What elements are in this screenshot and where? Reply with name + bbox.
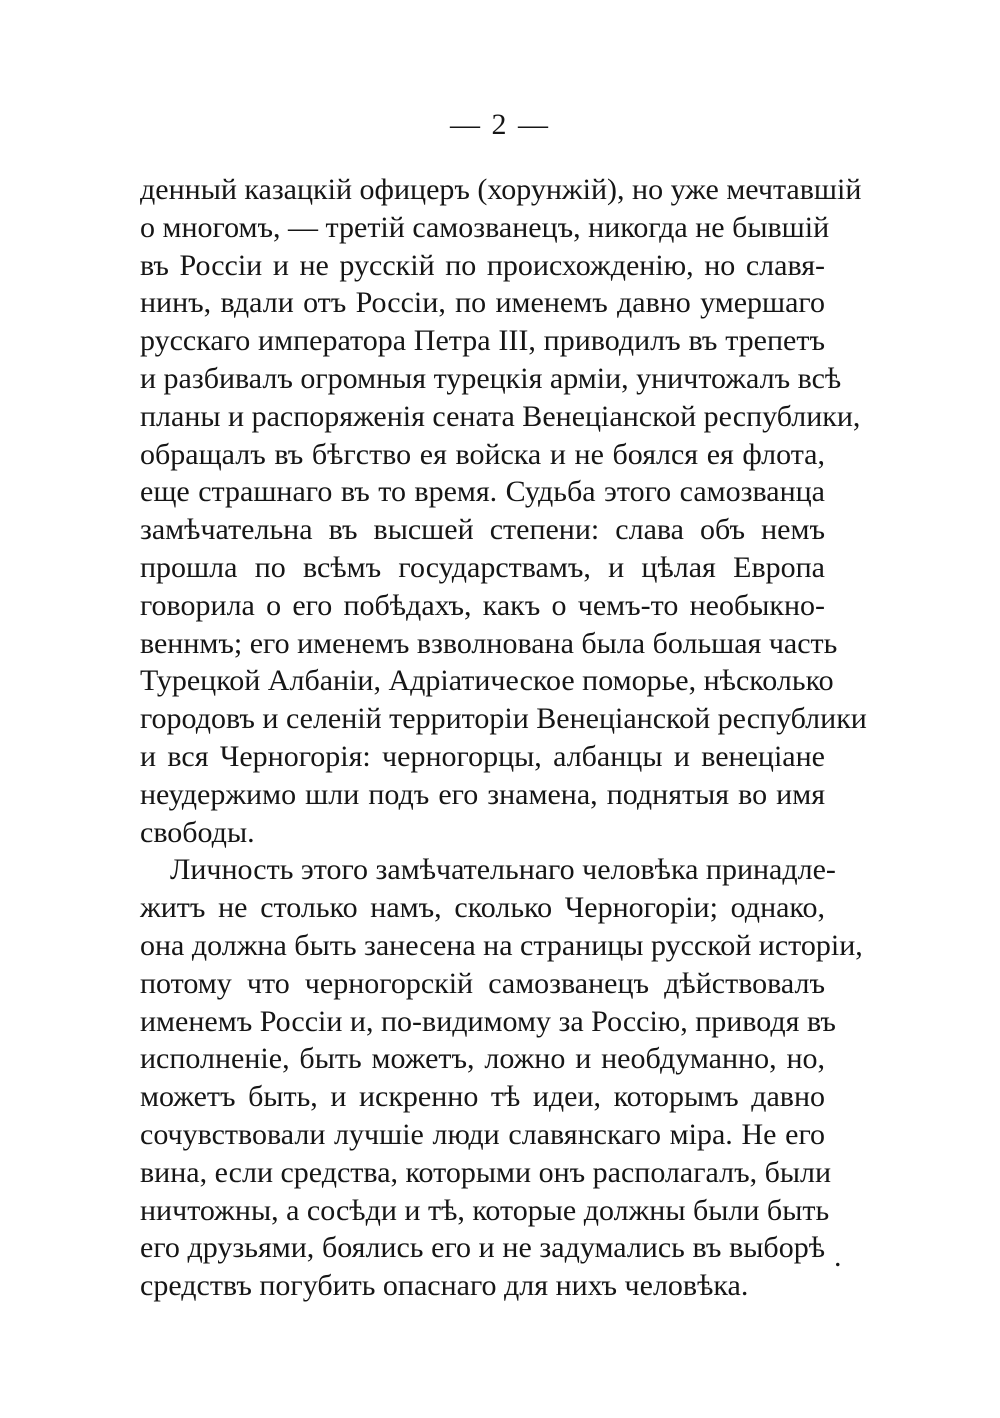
text-line: и разбивалъ огромныя турецкія арміи, уничтожалъ всѣ bbox=[140, 361, 842, 395]
text-line: его друзьями, боялись его и не задумались въ выборѣ bbox=[140, 1231, 825, 1265]
paragraph-2 bbox=[140, 851, 863, 1305]
paragraph-1 bbox=[140, 171, 867, 851]
text-line: и вся Черногорія: черногорцы, албанцы и венеціане bbox=[140, 739, 825, 773]
text-line: говорила о его побѣдахъ, какъ о чемъ-то необыкно- bbox=[140, 588, 825, 622]
text-line: вина, если средства, которыми онъ располагалъ, были bbox=[140, 1155, 832, 1189]
text-line: свободы. bbox=[140, 815, 255, 849]
text-line: замѣчательна въ высшей степени: слава объ немъ bbox=[140, 513, 825, 547]
text-line: въ Россіи и не русскій по происхожденію, но славя- bbox=[140, 248, 825, 282]
text-line: житъ не столько намъ, сколько Черногоріи; однако, bbox=[140, 891, 825, 925]
text-line: нинъ, вдали отъ Россіи, по именемъ давно умершаго bbox=[140, 286, 825, 320]
text-line: обращалъ въ бѣгство ея войска и не боялся ея флота, bbox=[140, 437, 825, 471]
text-line: неудержимо шли подъ его знамена, поднятыя во имя bbox=[140, 777, 825, 811]
margin-mark: . bbox=[834, 1240, 842, 1273]
page-number: — 2 — bbox=[450, 108, 550, 141]
text-line: потому что черногорскій самозванецъ дѣйствовалъ bbox=[140, 966, 825, 1000]
text-line: о многомъ, — третій самозванецъ, никогда не бывшій bbox=[140, 210, 830, 244]
text-line: именемъ Россіи и, по-видимому за Россію, приводя въ bbox=[140, 1004, 836, 1038]
text-line: ничтожны, а сосѣди и тѣ, которые должны были быть bbox=[140, 1193, 830, 1227]
text-line: Турецкой Албаніи, Адріатическое поморье, нѣсколько bbox=[140, 664, 834, 698]
text-line: веннмъ; его именемъ взволнована была большая часть bbox=[140, 626, 838, 660]
text-line: денный казацкій офицеръ (хорунжій), но уже мечтавшій bbox=[140, 173, 862, 206]
text-line: исполненіе, быть можетъ, ложно и необдуманно, но, bbox=[140, 1042, 825, 1076]
text-line: еще страшнаго въ то время. Судьба этого самозванца bbox=[140, 475, 825, 509]
text-line: планы и распоряженія сената Венеціанской республики, bbox=[140, 399, 861, 433]
text-line: средствъ погубить опаснаго для нихъ человѣка. bbox=[140, 1269, 749, 1303]
text-line: русскаго императора Петра III, приводилъ въ трепетъ bbox=[140, 324, 825, 358]
text-line: сочувствовали лучшіе люди славянскаго міра. Не его bbox=[140, 1117, 825, 1151]
body-text bbox=[140, 171, 867, 1305]
text-line: она должна быть занесена на страницы русской исторіи, bbox=[140, 928, 863, 962]
text-line: городовъ и селеній территоріи Венеціанской республики bbox=[140, 702, 867, 736]
text-line: прошла по всѣмъ государствамъ, и цѣлая Европа bbox=[140, 550, 825, 584]
text-line: Личность этого замѣчательнаго человѣка принадле- bbox=[170, 853, 836, 887]
text-line: можетъ быть, и искренно тѣ идеи, которымъ давно bbox=[140, 1080, 825, 1114]
